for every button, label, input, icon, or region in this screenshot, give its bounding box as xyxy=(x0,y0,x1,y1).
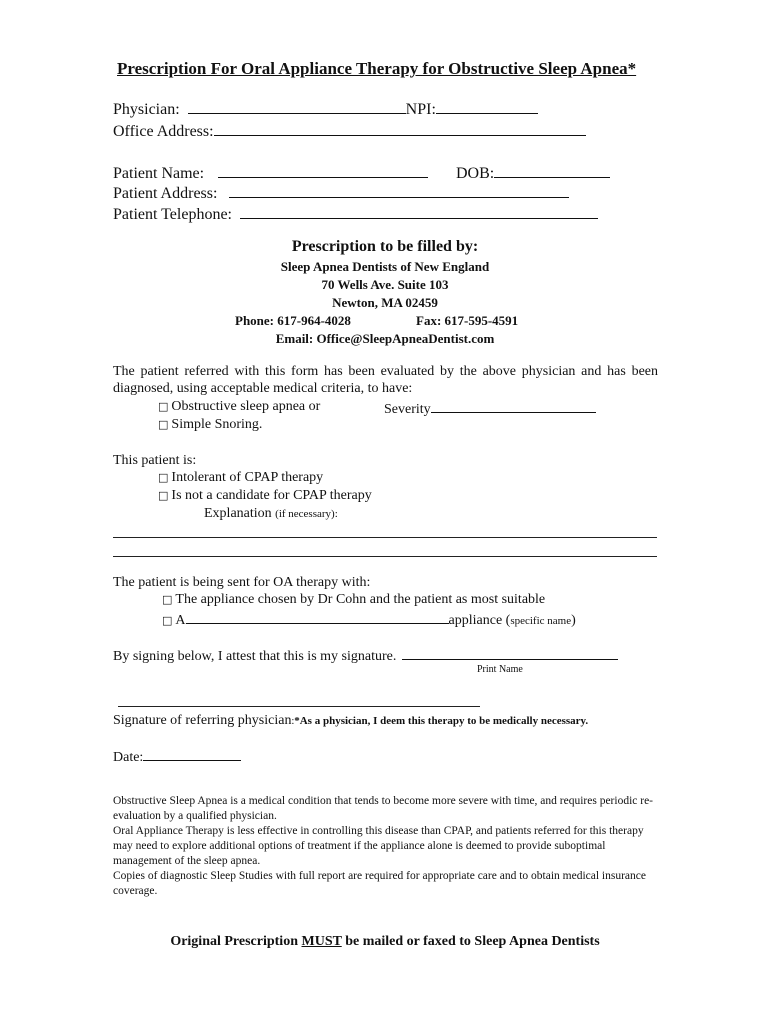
physician-label: Physician: xyxy=(113,101,180,118)
severity-field[interactable] xyxy=(431,399,596,413)
dob-field[interactable] xyxy=(494,164,610,178)
final-note-must: MUST xyxy=(301,934,342,949)
osa-label: Obstructive sleep apnea or xyxy=(171,399,321,414)
filled-by-heading: Prescription to be filled by: xyxy=(291,238,479,255)
specific-appliance-field[interactable] xyxy=(186,610,449,624)
severity-row xyxy=(384,399,596,418)
not-candidate-label: Is not a candidate for CPAP therapy xyxy=(171,488,372,503)
diagnosis-intro: The patient referred with this form has been evaluated by the above physician and has been diagnosed, using acceptable medical criteria, to have: xyxy=(113,364,658,396)
practice-city: Newton, MA 02459 xyxy=(332,295,438,310)
oa-option-specific-appliance xyxy=(162,610,576,629)
dr-cohn-checkbox[interactable]: □ xyxy=(162,593,173,606)
practice-fax: Fax: 617-595-4591 xyxy=(416,313,519,328)
office-address-label: Office Address: xyxy=(113,123,214,140)
signature-line[interactable] xyxy=(118,706,480,707)
npi-label: NPI: xyxy=(405,101,436,118)
signature-note: *As a physician, I deem this therapy to be medically necessary. xyxy=(294,715,589,727)
patient-is-option-not-candidate xyxy=(158,488,372,504)
specific-appliance-close: ) xyxy=(571,613,576,628)
patient-telephone-label: Patient Telephone: xyxy=(113,206,232,223)
patient-is-option-intolerant xyxy=(158,470,323,486)
print-name-label: Print Name xyxy=(477,664,523,675)
signature-label: Signature of referring physician xyxy=(113,713,292,728)
dob-row xyxy=(456,164,610,183)
final-note xyxy=(0,934,770,950)
physician-row xyxy=(113,100,538,119)
physician-field[interactable] xyxy=(188,100,406,114)
explanation-label: Explanation xyxy=(204,506,272,521)
practice-phone: Phone: 617-964-4028 xyxy=(235,313,351,328)
specific-appliance-checkbox[interactable]: □ xyxy=(162,614,173,627)
dr-cohn-label: The appliance chosen by Dr Cohn and the patient as most suitable xyxy=(175,592,546,607)
final-note-post: be mailed or faxed to Sleep Apnea Dentists xyxy=(341,934,600,949)
signature-note-mark: : xyxy=(291,716,295,727)
specific-appliance-note: specific name xyxy=(510,615,572,627)
specific-appliance-suffix: appliance ( xyxy=(448,613,511,628)
footnote-osa: Obstructive Sleep Apnea is a medical condition that tends to become more severe with time, and requires periodic re-evaluation by a qualified physician. xyxy=(113,795,654,822)
not-candidate-checkbox[interactable]: □ xyxy=(158,489,169,502)
diagnosis-option-snoring xyxy=(158,417,262,433)
severity-label: Severity xyxy=(384,402,431,417)
date-label: Date: xyxy=(113,750,144,765)
snoring-checkbox[interactable]: □ xyxy=(158,418,169,431)
oa-option-dr-cohn xyxy=(162,592,545,608)
office-address-field[interactable] xyxy=(214,122,586,136)
patient-name-field[interactable] xyxy=(218,164,428,178)
footnote-oa-therapy: Oral Appliance Therapy is less effective in controlling this disease than CPAP, and patients referred for this therapy may need to explore additional options of treatment if the appliance alone is deemed to provide suboptimal management of the sleep apnea. xyxy=(113,825,644,867)
final-note-pre: Original Prescription xyxy=(170,934,302,949)
signature-row xyxy=(113,711,588,729)
explanation-note: (if necessary): xyxy=(275,508,338,520)
practice-street: 70 Wells Ave. Suite 103 xyxy=(321,277,449,292)
explanation-line-1[interactable] xyxy=(113,537,657,538)
patient-address-row xyxy=(113,184,569,203)
diagnosis-option-osa xyxy=(158,399,320,415)
patient-name-label: Patient Name: xyxy=(113,165,205,182)
practice-name: Sleep Apnea Dentists of New England xyxy=(280,259,490,274)
attest-text: By signing below, I attest that this is my signature. xyxy=(113,649,397,664)
patient-is-label: This patient is: xyxy=(113,453,197,468)
date-row xyxy=(113,747,241,766)
patient-address-field[interactable] xyxy=(229,184,569,198)
intolerant-label: Intolerant of CPAP therapy xyxy=(171,470,324,485)
dob-label: DOB: xyxy=(456,165,495,182)
patient-telephone-field[interactable] xyxy=(240,205,598,219)
patient-name-row xyxy=(113,164,428,183)
page-title: Prescription For Oral Appliance Therapy for Obstructive Sleep Apnea* xyxy=(117,59,637,78)
print-name-field[interactable] xyxy=(402,646,618,660)
npi-field[interactable] xyxy=(436,100,538,114)
date-field[interactable] xyxy=(143,747,241,761)
specific-appliance-prefix: A xyxy=(175,613,186,628)
intolerant-checkbox[interactable]: □ xyxy=(158,471,169,484)
osa-checkbox[interactable]: □ xyxy=(158,400,169,413)
patient-telephone-row xyxy=(113,205,598,224)
explanation-line-2[interactable] xyxy=(113,556,657,557)
snoring-label: Simple Snoring. xyxy=(171,417,263,432)
office-address-row xyxy=(113,122,586,141)
explanation-row xyxy=(204,506,338,522)
attest-row xyxy=(113,646,618,665)
footnote-sleep-studies: Copies of diagnostic Sleep Studies with full report are required for appropriate care and to obtain medical insurance coverage. xyxy=(113,870,646,897)
oa-therapy-label: The patient is being sent for OA therapy with: xyxy=(113,575,371,590)
practice-email: Email: Office@SleepApneaDentist.com xyxy=(275,331,495,346)
patient-address-label: Patient Address: xyxy=(113,185,218,202)
